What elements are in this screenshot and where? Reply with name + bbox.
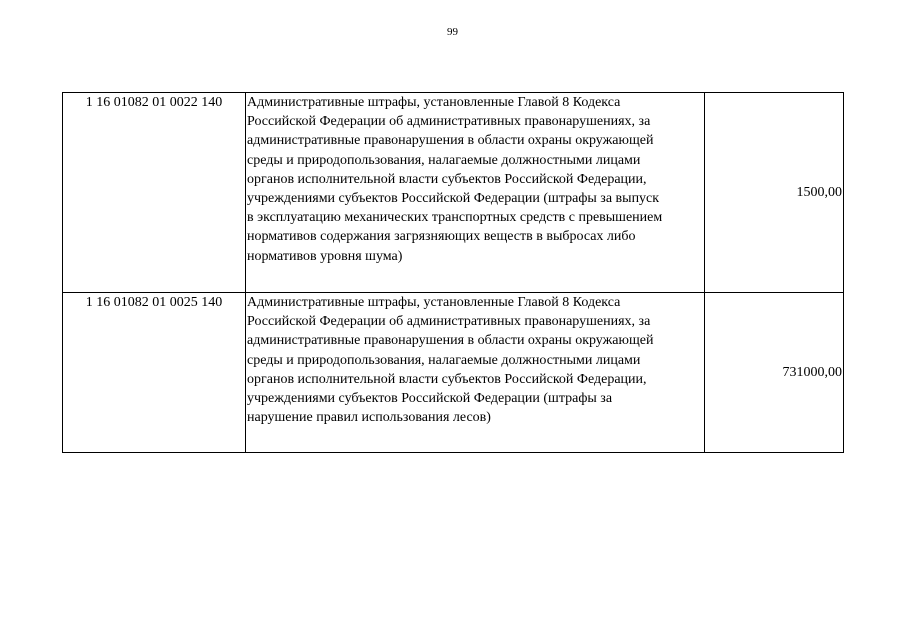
description-line: нарушение правил использования лесов) [247,410,491,426]
description-line: учреждениями субъектов Российской Федерации (штрафы за [247,391,613,407]
budget-code: 1 16 01082 01 0025 140 [63,293,246,453]
description [246,293,705,453]
description-line: Административные штрафы, установленные Главой 8 Кодекса [247,95,621,110]
description-line: административные правонарушения в области охраны окружающей [247,333,654,349]
description-line: административные правонарушения в области охраны окружающей [247,133,654,149]
revenue-table [62,92,844,453]
description-line: в эксплуатацию механических транспортных средств с превышением [247,210,663,226]
description-line: Российской Федерации об административных правонарушениях, за [247,114,651,130]
description-line: Административные штрафы, установленные Главой 8 Кодекса [247,295,621,310]
amount: 731000,00 [705,293,844,453]
table-row [63,293,844,453]
description-line: нормативов уровня шума) [247,248,403,264]
amount: 1500,00 [705,93,844,293]
budget-code: 1 16 01082 01 0022 140 [63,93,246,293]
description-line: учреждениями субъектов Российской Федерации (штрафы за выпуск [247,191,660,207]
description-line: органов исполнительной власти субъектов Российской Федерации, [247,371,647,387]
description-line: среды и природопользования, налагаемые должностными лицами [247,152,641,168]
page-number: 99 [447,26,458,38]
description-line: Российской Федерации об административных правонарушениях, за [247,314,651,330]
description-line: нормативов содержания загрязняющих веществ в выбросах либо [247,229,636,245]
description [246,93,705,293]
table-row [63,93,844,293]
description-line: органов исполнительной власти субъектов Российской Федерации, [247,171,647,187]
description-line: среды и природопользования, налагаемые должностными лицами [247,352,641,368]
